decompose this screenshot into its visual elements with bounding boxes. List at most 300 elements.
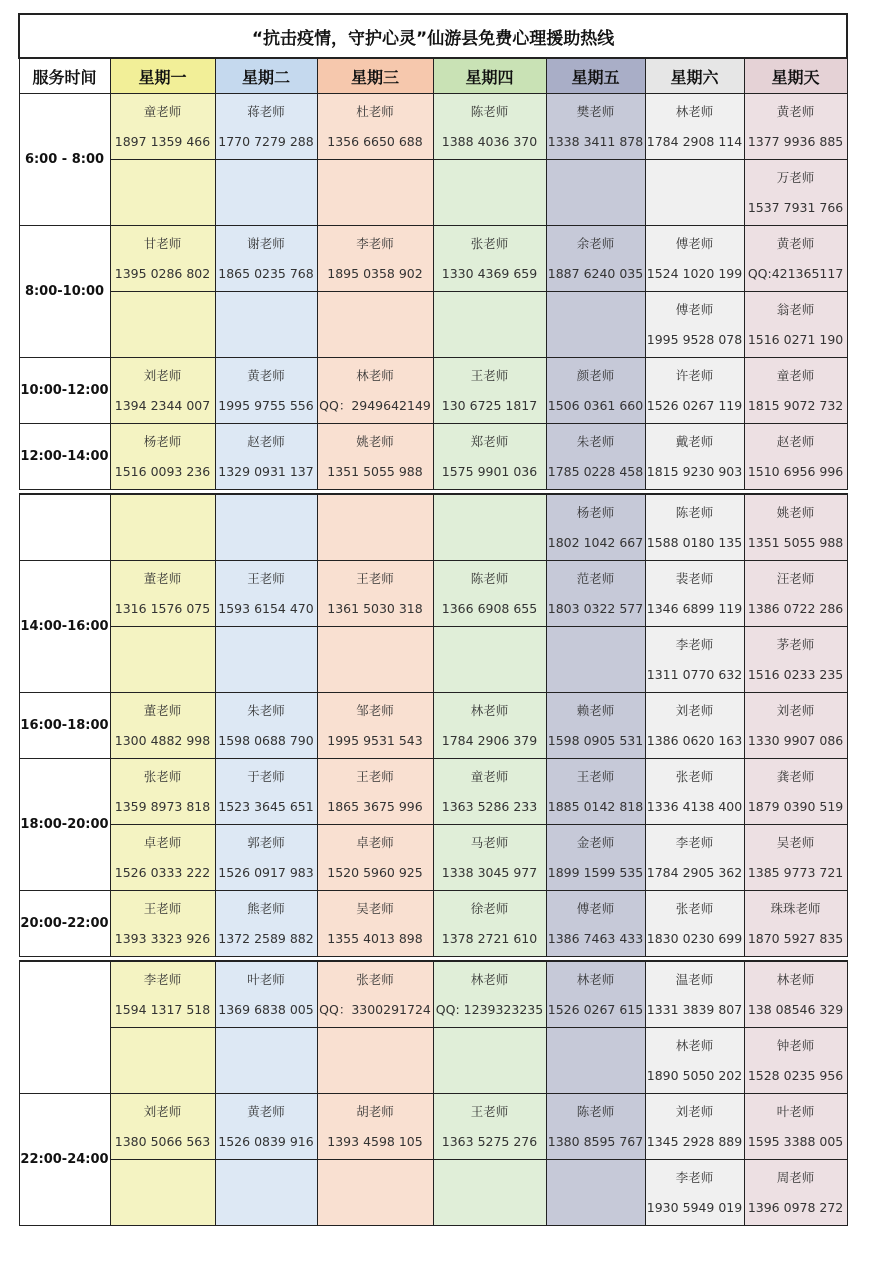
- counselor-contact: 1526 0267 615: [547, 1001, 644, 1017]
- time-slot-label: 16:00-18:00: [19, 693, 110, 759]
- counselor-cell: [645, 226, 744, 292]
- counselor-contact: 1386 7463 433: [547, 930, 644, 946]
- hotline-schedule: [18, 13, 846, 1226]
- empty-cell: [433, 1160, 546, 1226]
- empty-cell: [433, 1028, 546, 1094]
- counselor-contact: 1363 5286 233: [441, 798, 538, 814]
- empty-cell: [317, 160, 433, 226]
- time-slot-label: [19, 961, 110, 1094]
- day-header: 星期五: [546, 58, 645, 94]
- counselor-name: 黄老师: [247, 1103, 285, 1119]
- counselor-contact: 1815 9072 732: [747, 397, 844, 413]
- counselor-cell: [433, 825, 546, 891]
- table-row: [19, 891, 847, 957]
- counselor-name: 于老师: [247, 768, 285, 784]
- counselor-contact: 130 6725 1817: [441, 397, 538, 413]
- counselor-contact: 1395 0286 802: [114, 265, 211, 281]
- counselor-name: 朱老师: [576, 433, 615, 449]
- empty-cell: [215, 1160, 317, 1226]
- counselor-contact: 1995 9531 543: [327, 732, 423, 748]
- counselor-name: 林老师: [470, 702, 509, 718]
- counselor-cell: [645, 891, 744, 957]
- counselor-name: 林老师: [470, 971, 509, 987]
- counselor-cell: [546, 825, 645, 891]
- counselor-cell: [744, 292, 847, 358]
- counselor-contact: 1378 2721 610: [441, 930, 538, 946]
- counselor-cell: [215, 358, 317, 424]
- table-row: [19, 160, 847, 226]
- counselor-contact: 1338 3045 977: [441, 864, 538, 880]
- empty-cell: [215, 1028, 317, 1094]
- counselor-contact: 1595 3388 005: [747, 1133, 844, 1149]
- empty-cell: [215, 160, 317, 226]
- counselor-cell: [546, 1094, 645, 1160]
- counselor-cell: [645, 759, 744, 825]
- counselor-name: 张老师: [356, 971, 394, 987]
- empty-cell: [317, 627, 433, 693]
- table-row: [19, 1094, 847, 1160]
- counselor-contact: 1593 6154 470: [218, 600, 314, 616]
- counselor-name: 黄老师: [776, 103, 815, 119]
- counselor-cell: [317, 424, 433, 490]
- day-header: 星期四: [433, 58, 546, 94]
- counselor-cell: [546, 961, 645, 1028]
- counselor-name: 林老师: [675, 1037, 714, 1053]
- counselor-contact: 1899 1599 535: [547, 864, 644, 880]
- counselor-name: 杨老师: [576, 504, 615, 520]
- day-header: 星期三: [317, 58, 433, 94]
- day-header: 星期天: [744, 58, 847, 94]
- counselor-cell: [744, 961, 847, 1028]
- counselor-contact: 1311 0770 632: [646, 666, 743, 682]
- counselor-cell: [744, 561, 847, 627]
- time-slot-label: 10:00-12:00: [19, 358, 110, 424]
- counselor-name: 钟老师: [776, 1037, 815, 1053]
- counselor-name: 王老师: [247, 570, 285, 586]
- counselor-cell: [433, 358, 546, 424]
- table-row: [19, 292, 847, 358]
- counselor-name: 黄老师: [247, 367, 285, 383]
- counselor-name: 王老师: [470, 367, 509, 383]
- counselor-cell: [546, 358, 645, 424]
- empty-cell: [317, 1160, 433, 1226]
- empty-cell: [317, 292, 433, 358]
- counselor-cell: [546, 693, 645, 759]
- counselor-name: 林老师: [776, 971, 815, 987]
- table-row: [19, 561, 847, 627]
- counselor-contact: 1394 2344 007: [114, 397, 211, 413]
- time-slot-label: 18:00-20:00: [19, 759, 110, 891]
- counselor-contact: 1995 9755 556: [218, 397, 314, 413]
- counselor-contact: 1803 0322 577: [547, 600, 644, 616]
- counselor-cell: [433, 1094, 546, 1160]
- counselor-cell: [317, 825, 433, 891]
- counselor-contact: 1396 0978 272: [747, 1199, 844, 1215]
- counselor-contact: 1355 4013 898: [327, 930, 423, 946]
- counselor-contact: 1363 5275 276: [441, 1133, 538, 1149]
- counselor-cell: [110, 226, 215, 292]
- counselor-name: 郭老师: [247, 834, 285, 850]
- counselor-contact: 1300 4882 998: [114, 732, 211, 748]
- counselor-contact: 1598 0905 531: [547, 732, 644, 748]
- counselor-name: 范老师: [576, 570, 615, 586]
- counselor-contact: 1523 3645 651: [218, 798, 314, 814]
- time-slot-label: [19, 494, 110, 561]
- counselor-cell: [317, 891, 433, 957]
- counselor-contact: 1526 0917 983: [218, 864, 314, 880]
- counselor-cell: [317, 358, 433, 424]
- counselor-name: 林老师: [675, 103, 714, 119]
- counselor-name: 姚老师: [776, 504, 815, 520]
- empty-cell: [433, 627, 546, 693]
- counselor-name: 刘老师: [143, 367, 182, 383]
- counselor-cell: [110, 759, 215, 825]
- counselor-contact: QQ：3300291724: [319, 1001, 431, 1017]
- counselor-cell: [744, 226, 847, 292]
- counselor-cell: [744, 759, 847, 825]
- counselor-name: 颜老师: [576, 367, 615, 383]
- counselor-cell: [645, 292, 744, 358]
- day-header: 星期六: [645, 58, 744, 94]
- empty-cell: [317, 1028, 433, 1094]
- counselor-name: 周老师: [776, 1169, 815, 1185]
- counselor-cell: [645, 825, 744, 891]
- counselor-cell: [110, 424, 215, 490]
- empty-cell: [546, 160, 645, 226]
- counselor-cell: [215, 825, 317, 891]
- empty-cell: [215, 494, 317, 561]
- counselor-name: 朱老师: [247, 702, 285, 718]
- counselor-contact: 1879 0390 519: [747, 798, 844, 814]
- counselor-cell: [433, 561, 546, 627]
- counselor-cell: [215, 561, 317, 627]
- counselor-contact: 1516 0233 235: [747, 666, 844, 682]
- counselor-contact: 1330 9907 086: [747, 732, 844, 748]
- empty-cell: [317, 494, 433, 561]
- counselor-name: 赵老师: [247, 433, 285, 449]
- counselor-cell: [546, 891, 645, 957]
- counselor-cell: [110, 825, 215, 891]
- counselor-cell: [110, 358, 215, 424]
- counselor-cell: [744, 693, 847, 759]
- counselor-contact: 1784 2906 379: [441, 732, 538, 748]
- counselor-name: 龚老师: [776, 768, 815, 784]
- time-slot-label: 8:00-10:00: [19, 226, 110, 358]
- counselor-cell: [215, 961, 317, 1028]
- table-row: [19, 226, 847, 292]
- table-row: [19, 424, 847, 490]
- time-slot-label: 12:00-14:00: [19, 424, 110, 490]
- counselor-contact: 1930 5949 019: [646, 1199, 743, 1215]
- counselor-cell: [744, 358, 847, 424]
- counselor-contact: 1885 0142 818: [547, 798, 644, 814]
- counselor-name: 童老师: [143, 103, 182, 119]
- empty-cell: [546, 627, 645, 693]
- counselor-contact: 1785 0228 458: [547, 463, 644, 479]
- counselor-contact: 1510 6956 996: [747, 463, 844, 479]
- counselor-cell: [546, 226, 645, 292]
- counselor-contact: 1895 0358 902: [327, 265, 423, 281]
- counselor-cell: [645, 561, 744, 627]
- counselor-cell: [645, 961, 744, 1028]
- counselor-contact: QQ:421365117: [747, 265, 844, 281]
- counselor-name: 赖老师: [576, 702, 615, 718]
- counselor-contact: 1316 1576 075: [114, 600, 211, 616]
- counselor-contact: 1386 0620 163: [646, 732, 743, 748]
- counselor-cell: [110, 891, 215, 957]
- empty-cell: [546, 1160, 645, 1226]
- counselor-name: 李老师: [143, 971, 182, 987]
- counselor-cell: [645, 1094, 744, 1160]
- counselor-name: 卓老师: [143, 834, 182, 850]
- counselor-contact: 1366 6908 655: [441, 600, 538, 616]
- time-slot-label: 14:00-16:00: [19, 561, 110, 693]
- counselor-cell: [215, 759, 317, 825]
- counselor-contact: 1351 5055 988: [327, 463, 423, 479]
- counselor-contact: 1346 6899 119: [646, 600, 743, 616]
- schedule-table: [18, 13, 848, 1226]
- counselor-cell: [317, 561, 433, 627]
- counselor-cell: [317, 693, 433, 759]
- empty-cell: [433, 494, 546, 561]
- counselor-name: 张老师: [470, 235, 509, 251]
- counselor-name: 蒋老师: [247, 103, 285, 119]
- counselor-cell: [317, 94, 433, 160]
- counselor-contact: 1526 0267 119: [646, 397, 743, 413]
- counselor-name: 傅老师: [576, 900, 615, 916]
- counselor-cell: [110, 1094, 215, 1160]
- table-row: [19, 1160, 847, 1226]
- counselor-name: 翁老师: [776, 301, 815, 317]
- counselor-name: 汪老师: [776, 570, 815, 586]
- time-column-header: 服务时间: [19, 58, 110, 94]
- counselor-name: 王老师: [356, 768, 394, 784]
- counselor-contact: 1516 0271 190: [747, 331, 844, 347]
- counselor-name: 张老师: [675, 768, 714, 784]
- counselor-contact: 1890 5050 202: [646, 1067, 743, 1083]
- counselor-contact: 1520 5960 925: [327, 864, 423, 880]
- counselor-contact: QQ: 1239323235: [435, 1001, 544, 1017]
- counselor-name: 叶老师: [776, 1103, 815, 1119]
- table-row: [19, 494, 847, 561]
- counselor-contact: 1338 3411 878: [547, 133, 644, 149]
- counselor-name: 童老师: [776, 367, 815, 383]
- table-row: [19, 94, 847, 160]
- counselor-cell: [744, 494, 847, 561]
- counselor-contact: 1770 7279 288: [218, 133, 314, 149]
- counselor-contact: 1506 0361 660: [547, 397, 644, 413]
- counselor-name: 吴老师: [356, 900, 394, 916]
- counselor-contact: 1870 5927 835: [747, 930, 844, 946]
- counselor-contact: 1336 4138 400: [646, 798, 743, 814]
- empty-cell: [546, 1028, 645, 1094]
- counselor-name: 金老师: [576, 834, 615, 850]
- counselor-cell: [546, 561, 645, 627]
- counselor-cell: [317, 1094, 433, 1160]
- counselor-name: 李老师: [675, 834, 714, 850]
- empty-cell: [433, 292, 546, 358]
- counselor-name: 王老师: [470, 1103, 509, 1119]
- counselor-cell: [645, 494, 744, 561]
- counselor-name: 王老师: [143, 900, 182, 916]
- empty-cell: [110, 160, 215, 226]
- counselor-name: 赵老师: [776, 433, 815, 449]
- counselor-contact: 1329 0931 137: [218, 463, 314, 479]
- counselor-cell: [744, 627, 847, 693]
- counselor-name: 林老师: [576, 971, 615, 987]
- counselor-cell: [215, 693, 317, 759]
- day-header: 星期二: [215, 58, 317, 94]
- counselor-name: 张老师: [143, 768, 182, 784]
- counselor-cell: [645, 94, 744, 160]
- counselor-cell: [744, 1094, 847, 1160]
- counselor-cell: [546, 94, 645, 160]
- counselor-cell: [546, 494, 645, 561]
- counselor-name: 陈老师: [675, 504, 714, 520]
- counselor-contact: 1393 4598 105: [327, 1133, 423, 1149]
- counselor-cell: [317, 226, 433, 292]
- counselor-cell: [645, 358, 744, 424]
- counselor-cell: [744, 1160, 847, 1226]
- counselor-name: 林老师: [356, 367, 394, 383]
- counselor-name: 胡老师: [356, 1103, 394, 1119]
- counselor-name: 徐老师: [470, 900, 509, 916]
- counselor-contact: 1802 1042 667: [547, 534, 644, 550]
- counselor-name: 刘老师: [143, 1103, 182, 1119]
- counselor-name: 郑老师: [470, 433, 509, 449]
- counselor-contact: 1830 0230 699: [646, 930, 743, 946]
- counselor-name: 王老师: [356, 570, 394, 586]
- counselor-cell: [110, 693, 215, 759]
- counselor-name: 余老师: [576, 235, 615, 251]
- counselor-contact: 1516 0093 236: [114, 463, 211, 479]
- counselor-cell: [110, 561, 215, 627]
- table-row: [19, 759, 847, 825]
- time-slot-label: 6:00 - 8:00: [19, 94, 110, 226]
- counselor-cell: [433, 94, 546, 160]
- counselor-cell: [645, 1160, 744, 1226]
- empty-cell: [110, 494, 215, 561]
- counselor-name: 甘老师: [143, 235, 182, 251]
- counselor-name: 姚老师: [356, 433, 394, 449]
- counselor-cell: [110, 961, 215, 1028]
- counselor-contact: 1393 3323 926: [114, 930, 211, 946]
- counselor-contact: 1385 9773 721: [747, 864, 844, 880]
- counselor-name: 傅老师: [675, 235, 714, 251]
- counselor-cell: [215, 891, 317, 957]
- counselor-name: 邹老师: [356, 702, 394, 718]
- counselor-cell: [744, 424, 847, 490]
- counselor-contact: 1331 3839 807: [646, 1001, 743, 1017]
- counselor-name: 戴老师: [675, 433, 714, 449]
- table-row: [19, 825, 847, 891]
- counselor-name: 李老师: [675, 636, 714, 652]
- counselor-cell: [317, 961, 433, 1028]
- counselor-contact: 1380 5066 563: [114, 1133, 211, 1149]
- counselor-contact: 1380 8595 767: [547, 1133, 644, 1149]
- counselor-contact: 1865 0235 768: [218, 265, 314, 281]
- counselor-contact: 1784 2908 114: [646, 133, 743, 149]
- counselor-contact: 1815 9230 903: [646, 463, 743, 479]
- counselor-cell: [546, 424, 645, 490]
- table-row: [19, 1028, 847, 1094]
- counselor-contact: 1526 0839 916: [218, 1133, 314, 1149]
- counselor-contact: 1588 0180 135: [646, 534, 743, 550]
- empty-cell: [215, 627, 317, 693]
- empty-cell: [110, 1160, 215, 1226]
- counselor-cell: [433, 226, 546, 292]
- counselor-cell: [215, 94, 317, 160]
- counselor-name: 吴老师: [776, 834, 815, 850]
- counselor-cell: [110, 94, 215, 160]
- counselor-name: 陈老师: [470, 570, 509, 586]
- counselor-name: 董老师: [143, 570, 182, 586]
- counselor-name: 珠珠老师: [770, 900, 821, 916]
- time-slot-label: 20:00-22:00: [19, 891, 110, 957]
- counselor-contact: QQ：2949642149: [319, 397, 431, 413]
- counselor-contact: 1386 0722 286: [747, 600, 844, 616]
- counselor-name: 陈老师: [576, 1103, 615, 1119]
- counselor-contact: 1377 9936 885: [747, 133, 844, 149]
- counselor-name: 樊老师: [576, 103, 615, 119]
- counselor-cell: [645, 1028, 744, 1094]
- counselor-name: 叶老师: [247, 971, 285, 987]
- counselor-name: 陈老师: [470, 103, 509, 119]
- empty-cell: [215, 292, 317, 358]
- counselor-contact: 1330 4369 659: [441, 265, 538, 281]
- counselor-contact: 1537 7931 766: [747, 199, 844, 215]
- counselor-contact: 1995 9528 078: [646, 331, 743, 347]
- counselor-cell: [433, 961, 546, 1028]
- counselor-cell: [433, 891, 546, 957]
- empty-cell: [110, 292, 215, 358]
- counselor-contact: 1351 5055 988: [747, 534, 844, 550]
- counselor-name: 傅老师: [675, 301, 714, 317]
- counselor-name: 童老师: [470, 768, 509, 784]
- counselor-cell: [744, 160, 847, 226]
- counselor-name: 许老师: [675, 367, 714, 383]
- counselor-cell: [433, 693, 546, 759]
- counselor-name: 马老师: [470, 834, 509, 850]
- counselor-name: 张老师: [675, 900, 714, 916]
- counselor-cell: [744, 94, 847, 160]
- counselor-contact: 1388 4036 370: [441, 133, 538, 149]
- counselor-name: 温老师: [675, 971, 714, 987]
- counselor-contact: 1865 3675 996: [327, 798, 423, 814]
- counselor-cell: [317, 759, 433, 825]
- counselor-cell: [645, 693, 744, 759]
- counselor-contact: 1345 2928 889: [646, 1133, 743, 1149]
- counselor-cell: [645, 424, 744, 490]
- table-row: [19, 961, 847, 1028]
- counselor-name: 卓老师: [356, 834, 394, 850]
- time-slot-label: 22:00-24:00: [19, 1094, 110, 1226]
- counselor-cell: [546, 759, 645, 825]
- counselor-contact: 1575 9901 036: [441, 463, 538, 479]
- counselor-contact: 1528 0235 956: [747, 1067, 844, 1083]
- counselor-cell: [215, 226, 317, 292]
- counselor-name: 裴老师: [675, 570, 714, 586]
- counselor-contact: 1784 2905 362: [646, 864, 743, 880]
- counselor-cell: [433, 424, 546, 490]
- counselor-cell: [744, 1028, 847, 1094]
- counselor-contact: 1524 1020 199: [646, 265, 743, 281]
- counselor-contact: 1359 8973 818: [114, 798, 211, 814]
- counselor-cell: [433, 759, 546, 825]
- counselor-contact: 1598 0688 790: [218, 732, 314, 748]
- counselor-name: 茅老师: [776, 636, 815, 652]
- counselor-name: 杜老师: [356, 103, 394, 119]
